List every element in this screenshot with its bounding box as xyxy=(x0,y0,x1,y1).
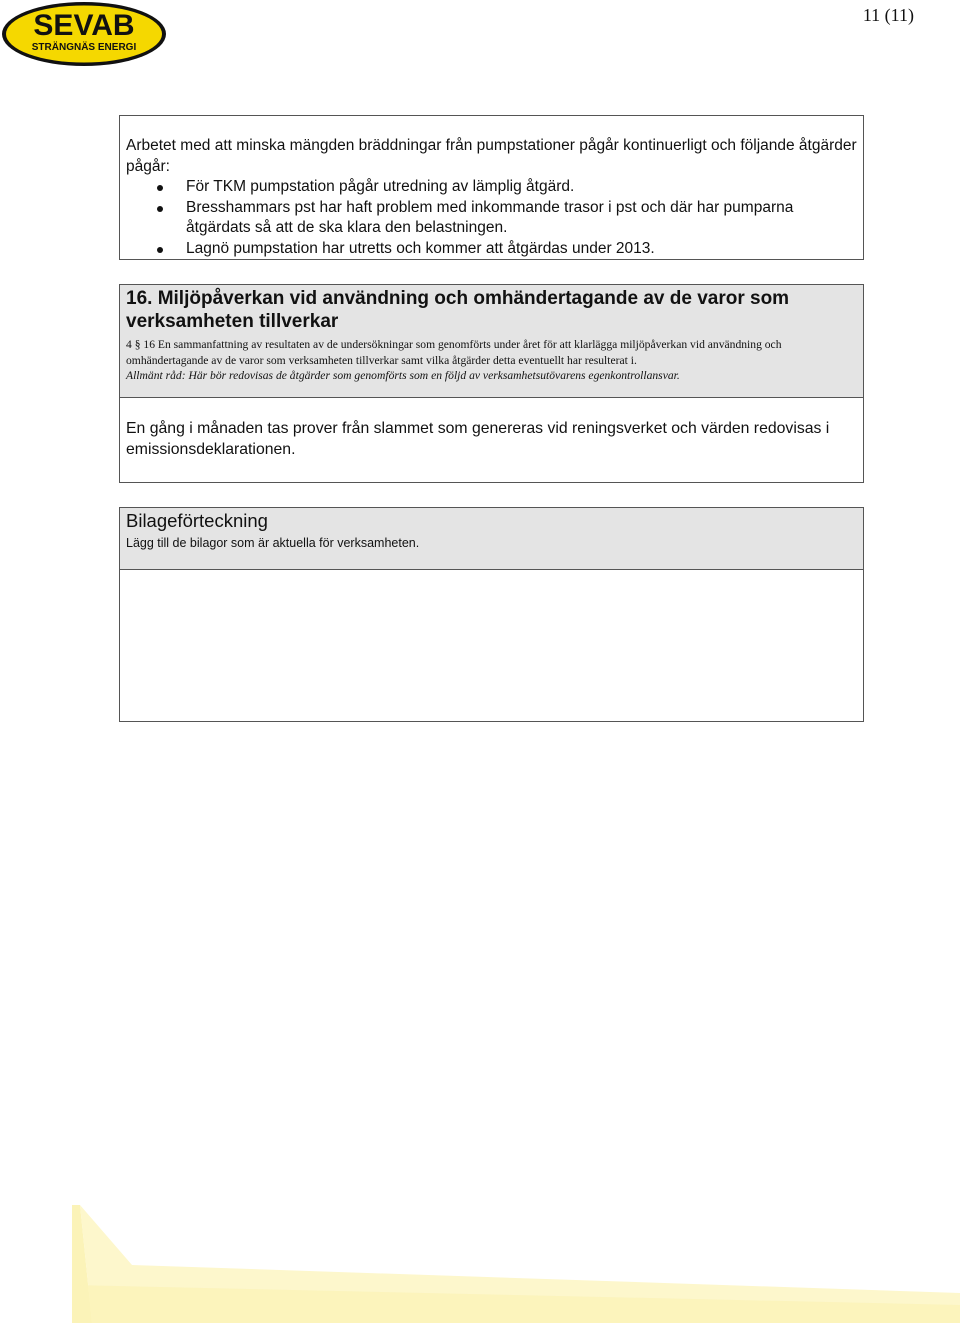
appendix-header xyxy=(119,507,864,570)
section-16-paragraph: 4 § 16 En sammanfattning av resultaten av de undersökningar som genomförts under året för att klarlägga miljöpåverkan vid användning och omhändertagande av de varor som verksamheten tillverkar samt vilka åtgärder detta eventuellt har resulterat i. xyxy=(126,338,782,367)
logo-subtext: STRÄNGNÄS ENERGI xyxy=(31,42,137,53)
section-16-advice: Allmänt råd: Här bör redovisas de åtgärder som genomförts som en följd av verksamhetsutövarens egenkontrollansvar. xyxy=(126,369,680,382)
list-item-text: Lagnö pumpstation har utretts och kommer att åtgärdas under 2013. xyxy=(186,239,655,257)
appendix-content-box xyxy=(119,569,864,722)
list-item-text: Bresshammars pst har haft problem med inkommande trasor i pst och där har pumparna åtgärdats så att de ska klara den belastningen. xyxy=(186,198,794,237)
list-item xyxy=(126,177,857,198)
appendix-title: Bilageförteckning xyxy=(126,510,268,531)
footer-decoration xyxy=(72,1205,960,1323)
bullet-icon xyxy=(157,185,163,191)
page-number: 11 (11) xyxy=(862,5,914,25)
list-item-text: För TKM pumpstation pågår utredning av lämplig åtgärd. xyxy=(186,178,575,196)
list-item xyxy=(126,239,857,260)
bullet-icon xyxy=(157,247,163,253)
section-16-answer-box xyxy=(119,397,864,483)
overflow-measures-box xyxy=(119,115,864,260)
intro-paragraph: Arbetet med att minska mängden bräddningar från pumpstationer pågår kontinuerligt och följande åtgärder pågår: xyxy=(126,137,857,175)
appendix-instruction: Lägg till de bilagor som är aktuella för verksamheten. xyxy=(126,536,420,550)
measures-list xyxy=(126,177,857,259)
section-16-header xyxy=(119,284,864,398)
bullet-icon xyxy=(157,206,163,212)
list-item xyxy=(126,198,857,239)
sevab-logo xyxy=(0,0,170,68)
logo-text: SEVAB xyxy=(33,9,135,42)
section-16-answer: En gång i månaden tas prover från slammet som genereras vid reningsverket och värden redovisas i emissionsdeklarationen. xyxy=(126,420,830,458)
section-16-title: 16. Miljöpåverkan vid användning och omhändertagande av de varor som verksamheten tillverkar xyxy=(126,288,790,332)
